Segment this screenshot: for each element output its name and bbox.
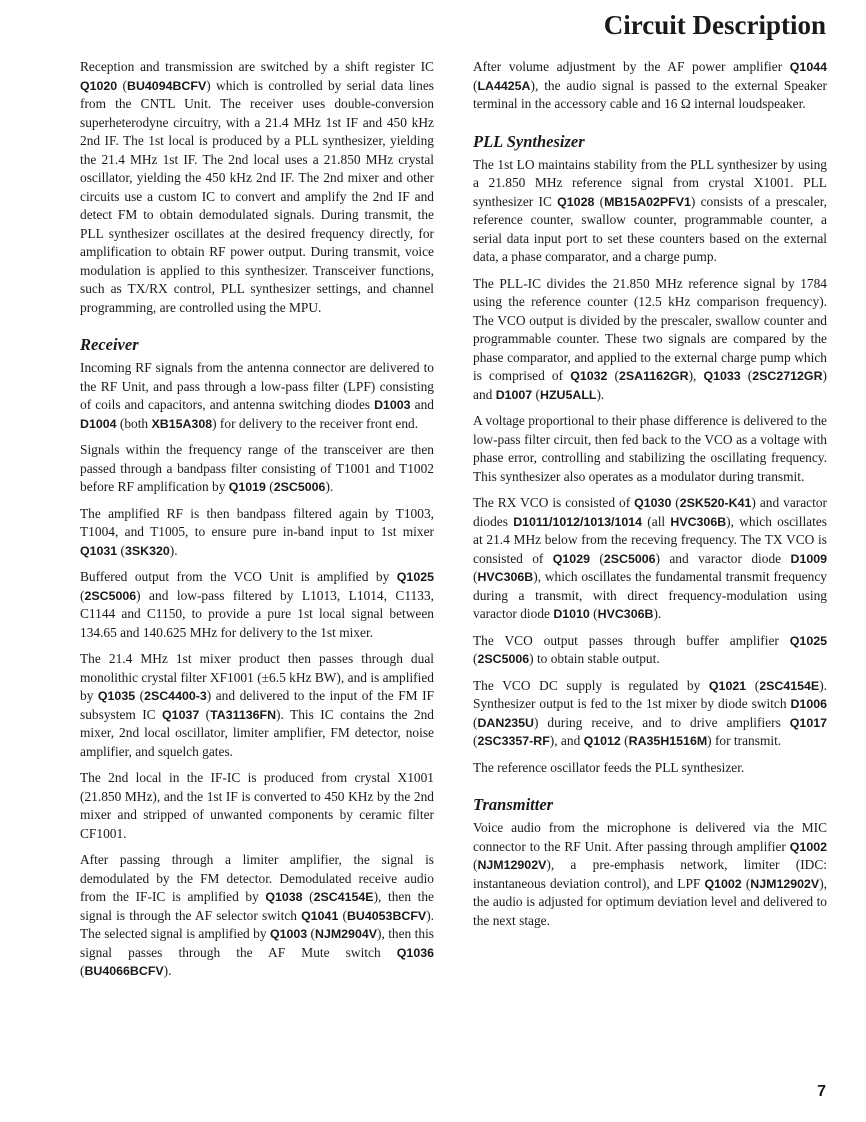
part-number: Q1030: [634, 496, 672, 510]
part-number: Q1044: [789, 60, 827, 74]
right-column: [473, 58, 827, 938]
paragraph: After volume adjustment by the AF power amplifier Q1044 (LA4425A), the audio signal is passed to the external Speaker terminal in the accessory cable and 16 Ω internal loudspeaker.: [473, 59, 827, 111]
paragraph: The 21.4 MHz 1st mixer product then passes through dual monolithic crystal filter XF1001 (±6.5 kHz BW), and is amplified by Q1035 (2SC4400-3) and delivered to the input of the FM IF subsystem IC Q1037 (TA31136FN). This IC contains the 2nd mixer, 2nd local oscillator, limiter amplifier, FM detector, noise amplifier, and squelch gates.: [80, 651, 434, 759]
part-number: BU4066BCFV: [84, 964, 164, 978]
part-number: Q1033: [703, 369, 741, 383]
part-number: NJM2904V: [315, 927, 377, 941]
paragraph: The PLL-IC divides the 21.850 MHz reference signal by 1784 using the reference counter (12.5 kHz comparison frequency). The VCO output is divided by the prescaler, swallow counter and programmable counter. These two signals are compared by the phase comparator, and applied to the external charge pump which is comprised of Q1032 (2SA1162GR), Q1033 (2SC2712GR) and D1007 (HZU5ALL).: [473, 275, 827, 402]
part-number: Q1019: [228, 480, 266, 494]
part-number: 2SC4400-3: [144, 689, 207, 703]
part-number: BU4053BCFV: [346, 908, 427, 923]
part-number: D1009: [790, 551, 828, 566]
part-number: Q1025: [396, 570, 434, 584]
part-number: BU4094BCFV: [127, 78, 207, 93]
part-number: HVC306B: [597, 607, 654, 621]
part-number: Q1032: [570, 369, 608, 383]
part-number: Q1002: [704, 876, 742, 891]
part-number: D1006: [790, 697, 827, 711]
part-number: Q1028: [557, 194, 595, 209]
paragraph: The 1st LO maintains stability from the PLL synthesizer by using a 21.850 MHz reference signal from crystal X1001. PLL synthesizer IC Q1028 (MB15A02PFV1) consists of a prescaler, reference counter, swallow counter, programmable counter, a serial data input port to set these counters based on the external data, a phase comparator, and a charge pump.: [473, 156, 827, 264]
part-number: 2SC5006: [84, 588, 137, 603]
paragraph: Incoming RF signals from the antenna connector are delivered to the RF Unit, and pass through a low-pass filter (LPF) consisting of coils and capacitors, and antenna switching diodes D1003 and D1004 (both XB15A308) for delivery to the receiver front end.: [80, 360, 434, 431]
part-number: 2SC5006: [477, 652, 530, 666]
transmitter-section: [473, 819, 827, 930]
part-number: D1011/1012/1013/1014: [513, 514, 643, 529]
part-number: Q1020: [80, 78, 118, 93]
transmitter-heading: Transmitter: [473, 795, 554, 814]
part-number: TA31136FN: [210, 707, 277, 722]
page-number: 7: [817, 1083, 826, 1100]
part-number: Q1038: [265, 890, 303, 904]
paragraph: Buffered output from the VCO Unit is amplified by Q1025 (2SC5006) and low-pass filtered by L1013, L1014, C1133, C1144 and C1150, to provide a pure 1st local signal between 134.65 and 140.625 MHz for delivery to the 1st mixer.: [80, 569, 434, 640]
part-number: Q1003: [269, 927, 308, 941]
part-number: Q1036: [396, 945, 434, 960]
part-number: D1003: [374, 398, 411, 412]
left-column: [80, 58, 434, 989]
paragraph: Signals within the frequency range of the transceiver are then passed through a bandpass filter consisting of T1001 and T1002 before RF amplification by Q1019 (2SC5006).: [80, 442, 434, 494]
receiver-heading: Receiver: [80, 335, 139, 354]
part-number: RA35H1516M: [628, 734, 708, 748]
af-output-section: [473, 58, 827, 114]
receiver-section: [80, 359, 434, 981]
part-number: Q1035: [97, 689, 136, 703]
page-title: Circuit Description: [603, 10, 826, 40]
paragraph: The VCO output passes through buffer amplifier Q1025 (2SC5006) to obtain stable output.: [473, 632, 827, 666]
paragraph: The VCO DC supply is regulated by Q1021 (2SC4154E). Synthesizer output is fed to the 1st mixer by diode switch D1006 (DAN235U) during receive, and to drive amplifiers Q1017 (2SC3357-RF), and Q1012 (RA35H1516M) for transmit.: [473, 677, 827, 748]
part-number: 2SK520-K41: [679, 496, 752, 510]
part-number: MB15A02PFV1: [604, 194, 691, 209]
part-number: Q1029: [552, 551, 590, 566]
paragraph: The reference oscillator feeds the PLL synthesizer.: [473, 759, 745, 775]
paragraph: The RX VCO is consisted of Q1030 (2SK520-K41) and varactor diodes D1011/1012/1013/1014 (all HVC306B), which oscillates at 21.4 MHz below from the receving frequency. The TX VCO is consisted of Q1029 (2SC5006) and varactor diode D1009 (HVC306B), which oscillates the fundamental transmit frequency during a transmit, with direct frequency-modulation using varactor diode D1010 (HVC306B).: [473, 495, 828, 621]
part-number: HVC306B: [477, 570, 534, 584]
part-number: Q1031: [80, 543, 118, 558]
part-number: D1010: [553, 607, 590, 621]
part-number: Q1037: [162, 707, 200, 722]
part-number: 2SC4154E: [759, 678, 820, 693]
paragraph: A voltage proportional to their phase difference is delivered to the low-pass filter circuit, then fed back to the VCO as a voltage with phase error, controlling and stabilizing the oscillating frequency. This synthesizer also operates as a modulator during transmit.: [473, 413, 827, 484]
part-number: 3SK320: [125, 543, 170, 558]
part-number: 2SA1162GR: [618, 369, 689, 383]
part-number: 2SC5006: [603, 551, 656, 566]
part-number: Q1012: [583, 734, 621, 748]
part-number: DAN235U: [477, 715, 534, 730]
paragraph: After passing through a limiter amplifier, the signal is demodulated by the FM detector. Demodulated receive audio from the IF-IC is amplified by Q1038 (2SC4154E), then the signal is through the AF selector switch Q1041 (BU4053BCFV). The selected signal is amplified by Q1003 (NJM2904V), then this signal passes through the AF Mute switch Q1036 (BU4066BCFV).: [80, 852, 434, 978]
part-number: 2SC4154E: [313, 890, 374, 904]
part-number: Q1002: [789, 839, 827, 854]
part-number: Q1041: [301, 908, 339, 923]
part-number: LA4425A: [477, 78, 531, 93]
part-number: NJM12902V: [750, 876, 820, 891]
paragraph: The amplified RF is then bandpass filtered again by T1003, T1004, and T1005, to ensure pure in-band input to 1st mixer Q1031 (3SK320).: [80, 505, 434, 558]
part-number: Q1025: [789, 633, 827, 648]
paragraph: Voice audio from the microphone is delivered via the MIC connector to the RF Unit. After passing through amplifier Q1002 (NJM12902V), a pre-emphasis network, limiter (IDC: instantaneous deviation control), and LPF Q1002 (NJM12902V), the audio is adjusted for optimum deviation level and delivered to the next stage.: [473, 820, 827, 928]
part-number: HZU5ALL: [540, 387, 597, 402]
part-number: Q1017: [789, 715, 827, 730]
intro-section: [80, 58, 434, 317]
part-number: NJM12902V: [477, 858, 547, 872]
part-number: D1007: [495, 387, 533, 402]
paragraph: The 2nd local in the IF-IC is produced from crystal X1001 (21.850 MHz), and the 1st IF is converted to 450 KHz by the 2nd mixer and stripped of unwanted components by ceramic filter CF1001.: [80, 770, 434, 841]
part-number: HVC306B: [670, 514, 727, 529]
part-number: 2SC2712GR: [752, 369, 823, 383]
pll-heading: PLL Synthesizer: [473, 131, 585, 151]
pll-section: [473, 156, 827, 778]
part-number: D1004: [80, 416, 117, 431]
part-number: 2SC5006: [273, 480, 326, 494]
part-number: 2SC3357-RF: [477, 734, 550, 748]
part-number: XB15A308: [151, 416, 213, 431]
part-number: Q1021: [708, 678, 747, 693]
paragraph: Reception and transmission are switched by a shift register IC Q1020 (BU4094BCFV) which is controlled by serial data lines from the CNTL Unit. The receiver uses double-conversion superheterodyne circuitry, with a 21.4 MHz 1st IF and 450 kHz 2nd IF. The 1st local is produced by a PLL synthesizer, yielding the 21.4 MHz 1st IF. The 2nd local uses a 21.850 MHz crystal oscillator, yielding the 450 kHz 2nd IF. The 2nd mixer and other circuits use a custom IC to convert and amplify the 2nd IF and detect FM to obtain demodulated signals. During transmit, the PLL synthesizer oscillates at the desired frequency directly, for amplification to obtain RF power output. During transmit, voice modulation is applied to this synthesizer. Transceiver functions, such as TX/RX control, PLL synthesizer settings, and channel programming, are controlled using the MPU.: [80, 59, 434, 315]
